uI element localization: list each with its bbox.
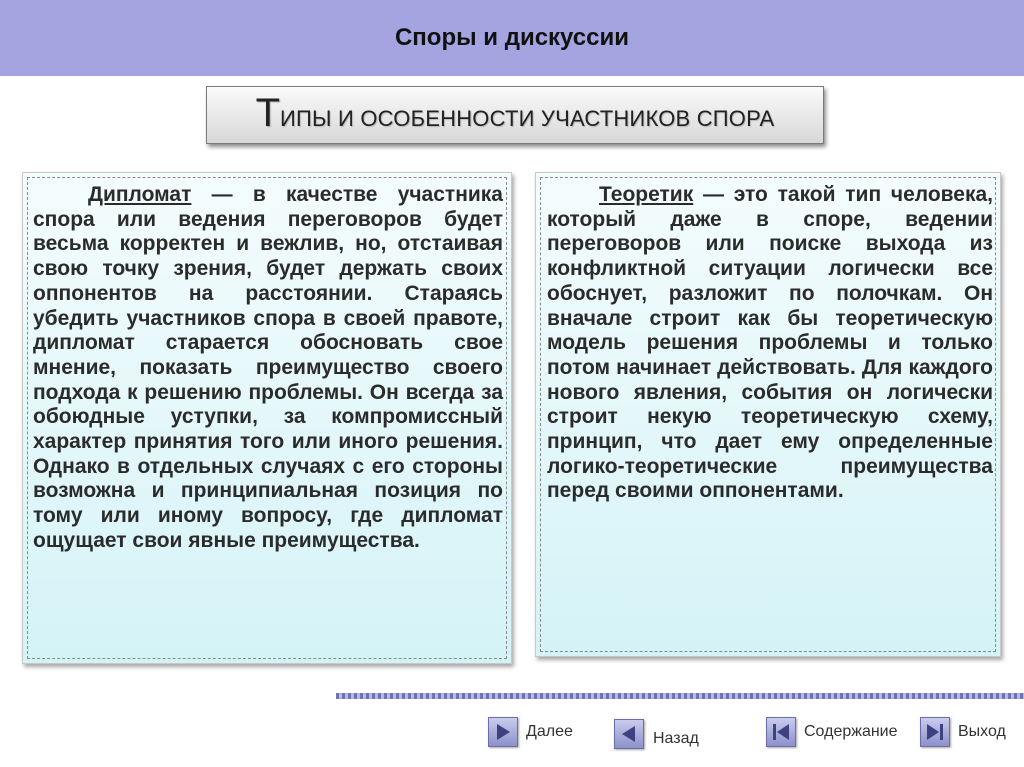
theorist-description [547,183,993,504]
contents-label: Содержание [804,723,898,740]
last-page-icon [920,717,950,747]
diplomat-card [22,172,512,664]
next-label: Далее [526,723,573,740]
next-button[interactable] [488,717,573,747]
header-bar [0,0,1024,76]
theorist-card [535,172,1001,657]
arrow-left-icon [614,719,644,749]
exit-label: Выход [958,723,1006,740]
subtitle-text: ИПЫ И ОСОБЕННОСТИ УЧАСТНИКОВ СПОРА [280,106,775,131]
divider-stripe [336,693,1024,699]
theorist-text: — это такой тип человека, который даже в споре, ведении переговоров или поиске выхода из конфликтной ситуации логически все обоснует, разложит по полочкам. Он вначале строит как бы теоретическую модель решения проблемы и только потом начинает действовать. Для каждого нового явления, события он логически строит некую теоретическую схему, принцип, что дает ему определенные логико-теоретические преимущества перед своими оппонентами. [547,183,993,503]
diplomat-term: Дипломат [88,183,192,206]
page-title: Споры и дискуссии [394,24,630,51]
theorist-term: Теоретик [599,183,694,206]
contents-button[interactable] [766,717,898,747]
diplomat-description [33,183,503,554]
subtitle-box [206,86,824,144]
exit-button[interactable] [920,717,1006,747]
back-label: Назад [653,730,699,747]
diplomat-text: — в качестве участника спора или ведения переговоров будет весьма корректен и вежлив, но, отстаивая свою точку зрения, будет держать своих оппонентов на расстоянии. Стараясь убедить участников спора в своей правоте, дипломат старается обосновать свое мнение, показать преимущество своего подхода к решению проблемы. Он всегда за обоюдные уступки, за компромиссный характер принятия того или иного решения. Однако в отдельных случаях с его стороны возможна и принципиальная позиция по тому или иному вопросу, где дипломат ощущает свои явные преимущества. [33,183,503,552]
first-page-icon [766,717,796,747]
arrow-right-icon [488,717,518,747]
subtitle-initial: Т [255,91,281,135]
back-button[interactable] [614,719,699,749]
